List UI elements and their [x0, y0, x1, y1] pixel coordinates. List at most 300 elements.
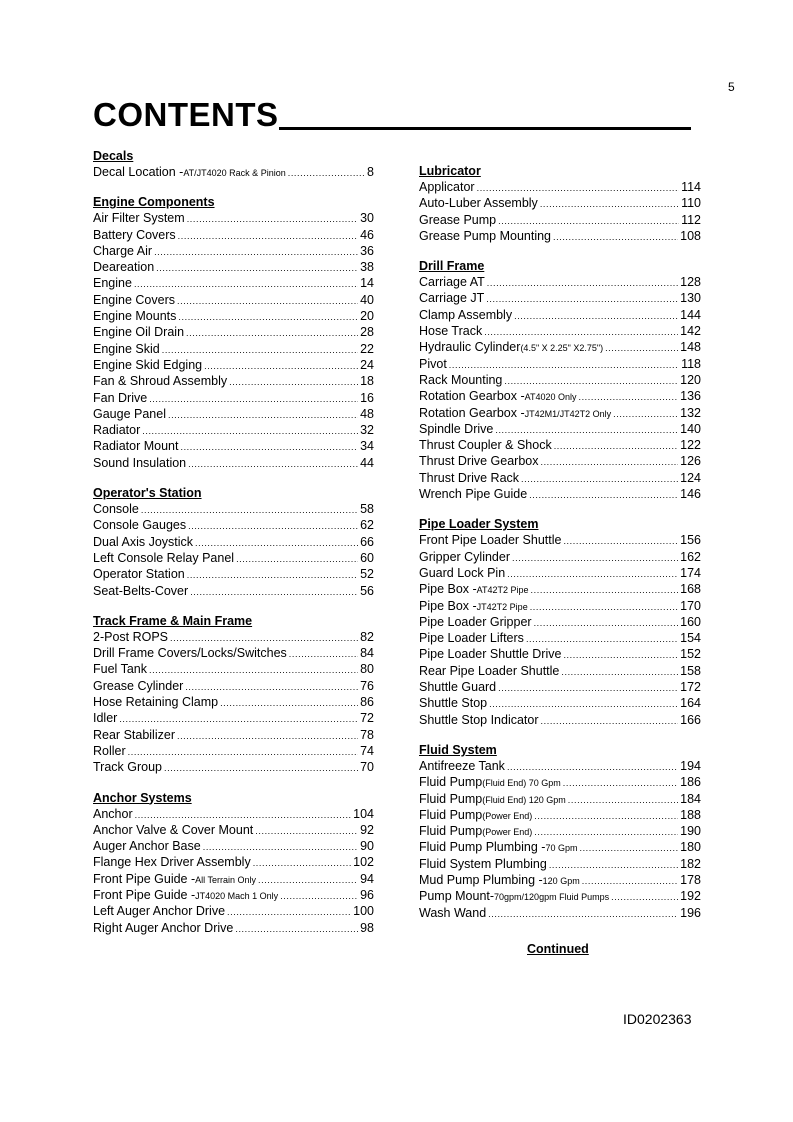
- entry-label: Mud Pump Plumbing -: [419, 872, 543, 887]
- entry-qualifier: All Terrain Only: [195, 874, 256, 885]
- entry-label: Pivot: [419, 356, 447, 371]
- toc-entry[interactable]: [419, 228, 701, 244]
- dot-leader: [185, 679, 358, 695]
- dot-leader: [549, 857, 678, 873]
- dot-leader: [534, 824, 678, 840]
- toc-entry[interactable]: [93, 227, 374, 243]
- entry-label: Auger Anchor Base: [93, 839, 201, 854]
- dot-leader: [177, 293, 358, 309]
- entry-label: Grease Cylinder: [93, 678, 184, 693]
- dot-leader: [534, 808, 678, 824]
- entry-label: Pipe Box -: [419, 598, 477, 613]
- dot-leader: [227, 904, 351, 920]
- entry-label: Idler: [93, 711, 118, 726]
- toc-section-fluid-system: [419, 743, 701, 921]
- toc-entry[interactable]: [93, 406, 374, 422]
- entry-page-number: 136: [680, 389, 701, 404]
- entry-page-number: 86: [360, 695, 374, 710]
- toc-entry[interactable]: [419, 565, 701, 581]
- dot-leader: [507, 566, 678, 582]
- toc-left-column: [93, 149, 374, 951]
- entry-page-number: 156: [680, 533, 701, 548]
- title-block: [93, 96, 693, 136]
- entry-label: Sound Insulation: [93, 455, 187, 470]
- entry-qualifier: 120 Gpm: [542, 875, 580, 886]
- entry-page-number: 82: [360, 629, 374, 644]
- entry-page-number: 98: [360, 920, 374, 935]
- dot-leader: [507, 759, 678, 775]
- entry-label: Left Console Relay Panel: [93, 550, 235, 565]
- toc-section-operator-s-station: [93, 486, 374, 599]
- entry-label: Gripper Cylinder: [419, 549, 511, 564]
- entry-page-number: 32: [360, 423, 374, 438]
- entry-page-number: 178: [680, 872, 701, 887]
- toc-entry[interactable]: [419, 807, 701, 823]
- document-id: ID0202363: [623, 1011, 692, 1027]
- toc-entry[interactable]: [419, 405, 701, 421]
- toc-entry[interactable]: [93, 629, 374, 645]
- toc-entry[interactable]: [93, 341, 374, 357]
- entry-page-number: 122: [680, 438, 701, 453]
- entry-label: Pipe Loader Shuttle Drive: [419, 647, 562, 662]
- dot-leader: [534, 615, 679, 631]
- dot-leader: [255, 823, 358, 839]
- entry-label: Thrust Coupler & Shock: [419, 438, 552, 453]
- toc-entry[interactable]: [419, 323, 701, 339]
- toc-entry[interactable]: [419, 679, 701, 695]
- entry-page-number: 60: [360, 550, 374, 565]
- toc-right-column: [419, 164, 701, 936]
- dot-leader: [605, 340, 678, 356]
- toc-entry[interactable]: [93, 694, 374, 710]
- dot-leader: [613, 406, 678, 422]
- toc-entry[interactable]: [419, 758, 701, 774]
- entry-page-number: 102: [353, 855, 374, 870]
- entry-page-number: 58: [360, 502, 374, 517]
- entry-page-number: 78: [360, 727, 374, 742]
- entry-page-number: 36: [360, 243, 374, 258]
- entry-label: Right Auger Anchor Drive: [93, 920, 234, 935]
- entry-label: Hose Track: [419, 324, 483, 339]
- toc-entry[interactable]: [419, 372, 701, 388]
- dot-leader: [521, 471, 678, 487]
- page-number: 5: [728, 80, 735, 94]
- dot-leader: [128, 744, 358, 760]
- dot-leader: [540, 454, 678, 470]
- entry-page-number: 72: [360, 711, 374, 726]
- entry-page-number: 132: [680, 405, 701, 420]
- toc-entry[interactable]: [419, 388, 701, 404]
- toc-entry[interactable]: [419, 663, 701, 679]
- entry-qualifier: (Fluid End) 70 Gpm: [482, 778, 561, 789]
- entry-page-number: 44: [360, 455, 374, 470]
- toc-entry[interactable]: [93, 566, 374, 582]
- entry-page-number: 192: [680, 889, 701, 904]
- dot-leader: [134, 276, 358, 292]
- entry-label: Thrust Drive Rack: [419, 470, 520, 485]
- toc-entry[interactable]: [419, 532, 701, 548]
- entry-label: Anchor: [93, 806, 133, 821]
- entry-label: Fan & Shroud Assembly: [93, 374, 228, 389]
- dot-leader: [236, 551, 358, 567]
- dot-leader: [529, 487, 678, 503]
- entry-label: Fluid Pump: [419, 807, 483, 822]
- entry-qualifier: JT4020 Mach 1 Only: [195, 890, 279, 901]
- entry-label: Pipe Loader Lifters: [419, 631, 524, 646]
- toc-entry[interactable]: [419, 486, 701, 502]
- entry-page-number: 96: [360, 887, 374, 902]
- dot-leader: [541, 713, 679, 729]
- toc-entry[interactable]: [93, 438, 374, 454]
- entry-qualifier: AT4020 Only: [524, 392, 577, 403]
- entry-page-number: 62: [360, 518, 374, 533]
- dot-leader: [142, 423, 358, 439]
- toc-section-engine-components: [93, 195, 374, 471]
- dot-leader: [554, 438, 678, 454]
- toc-entry[interactable]: [419, 712, 701, 728]
- entry-label: Shuttle Stop Indicator: [419, 712, 539, 727]
- entry-qualifier: 70 Gpm: [545, 843, 578, 854]
- entry-page-number: 164: [680, 696, 701, 711]
- toc-entry[interactable]: [93, 517, 374, 533]
- dot-leader: [149, 391, 358, 407]
- entry-page-number: 24: [360, 357, 374, 372]
- dot-leader: [180, 439, 358, 455]
- entry-label: Gauge Panel: [93, 406, 166, 421]
- entry-page-number: 168: [680, 582, 701, 597]
- entry-label: Rear Pipe Loader Shuttle: [419, 663, 560, 678]
- toc-entry[interactable]: [419, 290, 701, 306]
- toc-entry[interactable]: [93, 308, 374, 324]
- entry-page-number: 120: [680, 372, 701, 387]
- dot-leader: [135, 807, 352, 823]
- toc-entry[interactable]: [93, 357, 374, 373]
- toc-entry[interactable]: [93, 292, 374, 308]
- entry-label: Front Pipe Loader Shuttle: [419, 533, 562, 548]
- toc-entry[interactable]: [93, 210, 374, 226]
- toc-entry[interactable]: [419, 872, 701, 888]
- toc-entry[interactable]: [93, 678, 374, 694]
- entry-page-number: 128: [680, 275, 701, 290]
- toc-entry[interactable]: [93, 275, 374, 291]
- toc-section-anchor-systems: [93, 791, 374, 936]
- entry-page-number: 124: [680, 470, 701, 485]
- entry-qualifier: AT/JT4020 Rack & Pinion: [183, 168, 286, 178]
- entry-label: Rotation Gearbox -: [419, 389, 525, 404]
- toc-entry[interactable]: [419, 630, 701, 646]
- entry-page-number: 76: [360, 678, 374, 693]
- entry-page-number: 152: [680, 647, 701, 662]
- entry-label: Engine Oil Drain: [93, 325, 185, 340]
- entry-label: Fluid Pump: [419, 775, 483, 790]
- dot-leader: [578, 389, 678, 405]
- entry-page-number: 160: [680, 614, 701, 629]
- toc-entry[interactable]: [419, 356, 701, 372]
- dot-leader: [512, 550, 678, 566]
- entry-page-number: 114: [681, 180, 701, 194]
- entry-page-number: 110: [681, 196, 701, 211]
- toc-entry[interactable]: [419, 307, 701, 323]
- entry-qualifier: (Power End): [482, 827, 533, 838]
- entry-page-number: 130: [680, 291, 701, 306]
- entry-label: Dual Axis Joystick: [93, 534, 194, 549]
- section-heading: Pipe Loader System: [419, 517, 539, 532]
- dot-leader: [530, 599, 678, 615]
- dot-leader: [495, 422, 678, 438]
- toc-entry[interactable]: [419, 614, 701, 630]
- toc-entry[interactable]: [93, 243, 374, 259]
- section-heading: Drill Frame: [419, 259, 485, 274]
- toc-entry[interactable]: [93, 854, 374, 870]
- entry-page-number: 100: [353, 904, 374, 919]
- dot-leader: [119, 711, 358, 727]
- toc-entry[interactable]: [419, 839, 701, 855]
- toc-entry[interactable]: [93, 822, 374, 838]
- toc-entry[interactable]: [93, 727, 374, 743]
- dot-leader: [489, 696, 678, 712]
- entry-page-number: 46: [360, 227, 374, 242]
- entry-page-number: 170: [680, 598, 701, 613]
- entry-label: Fluid System Plumbing: [419, 856, 547, 871]
- toc-entry[interactable]: [93, 501, 374, 517]
- toc-section-track-frame-and-main-frame: [93, 614, 374, 776]
- section-heading: Anchor Systems: [93, 790, 192, 805]
- entry-qualifier: (4.5" X 2.25" X2.75"): [520, 343, 604, 354]
- dot-leader: [280, 888, 358, 904]
- entry-label: Front Pipe Guide -: [93, 887, 196, 902]
- dot-leader: [477, 180, 679, 196]
- dot-leader: [186, 325, 358, 341]
- dot-leader: [178, 228, 358, 244]
- entry-label: Rear Stabilizer: [93, 727, 175, 742]
- toc-entry[interactable]: [93, 903, 374, 919]
- toc-entry[interactable]: [93, 887, 374, 903]
- toc-entry[interactable]: [93, 743, 374, 759]
- entry-page-number: 118: [681, 356, 701, 371]
- entry-page-number: 126: [680, 454, 701, 469]
- toc-entry[interactable]: [93, 455, 374, 471]
- entry-label: Console: [93, 502, 139, 517]
- dot-leader: [154, 244, 358, 260]
- entry-page-number: 184: [680, 791, 701, 806]
- entry-label: Left Auger Anchor Drive: [93, 904, 226, 919]
- dot-leader: [195, 535, 358, 551]
- entry-page-number: 158: [680, 663, 701, 678]
- entry-page-number: 70: [360, 760, 374, 775]
- dot-leader: [170, 630, 358, 646]
- dot-leader: [178, 309, 358, 325]
- page-title: CONTENTS: [93, 96, 279, 133]
- dot-leader: [526, 631, 678, 647]
- toc-entry[interactable]: [93, 259, 374, 275]
- dot-leader: [531, 582, 679, 598]
- entry-page-number: 48: [360, 406, 374, 421]
- dot-leader: [188, 456, 358, 472]
- section-heading: Decals: [93, 149, 134, 163]
- dot-leader: [579, 840, 678, 856]
- toc-entry[interactable]: [419, 823, 701, 839]
- entry-page-number: 22: [360, 341, 374, 356]
- toc-entry[interactable]: [93, 422, 374, 438]
- entry-label: Charge Air: [93, 243, 153, 258]
- entry-page-number: 142: [680, 324, 701, 339]
- entry-page-number: 28: [360, 325, 374, 340]
- entry-label: Pipe Loader Gripper: [419, 614, 532, 629]
- entry-label: Shuttle Guard: [419, 680, 497, 695]
- dot-leader: [164, 760, 358, 776]
- entry-label: Wash Wand: [419, 905, 487, 920]
- dot-leader: [188, 518, 358, 534]
- dot-leader: [187, 567, 358, 583]
- dot-leader: [563, 775, 678, 791]
- toc-entry[interactable]: [93, 373, 374, 389]
- entry-label: Operator Station: [93, 567, 185, 582]
- dot-leader: [289, 646, 358, 662]
- toc-entry[interactable]: [93, 838, 374, 854]
- dot-leader: [568, 792, 678, 808]
- toc-entry[interactable]: [93, 550, 374, 566]
- entry-label: Anchor Valve & Cover Mount: [93, 822, 254, 837]
- entry-page-number: 190: [680, 824, 701, 839]
- dot-leader: [514, 308, 678, 324]
- toc-entry[interactable]: [419, 888, 701, 904]
- dot-leader: [449, 357, 679, 373]
- dot-leader: [488, 906, 678, 922]
- toc-entry[interactable]: [419, 581, 701, 597]
- toc-entry[interactable]: [419, 905, 701, 921]
- entry-page-number: 18: [360, 374, 374, 389]
- section-heading: Track Frame & Main Frame: [93, 613, 253, 628]
- toc-entry[interactable]: [93, 871, 374, 887]
- entry-label: Air Filter System: [93, 211, 185, 226]
- toc-entry[interactable]: [419, 179, 701, 195]
- dot-leader: [190, 584, 358, 600]
- entry-page-number: 112: [681, 212, 701, 227]
- entry-page-number: 166: [680, 712, 701, 727]
- toc-entry[interactable]: [419, 453, 701, 469]
- toc-entry[interactable]: [419, 598, 701, 614]
- toc-entry[interactable]: [419, 774, 701, 790]
- toc-entry[interactable]: [419, 856, 701, 872]
- toc-entry[interactable]: [419, 195, 701, 211]
- entry-page-number: 14: [360, 276, 374, 291]
- entry-page-number: 84: [360, 646, 374, 661]
- dot-leader: [235, 921, 358, 937]
- entry-label: Pipe Box -: [419, 582, 477, 597]
- dot-leader: [253, 855, 351, 871]
- toc-section-pipe-loader-system: [419, 517, 701, 728]
- toc-entry[interactable]: [419, 695, 701, 711]
- dot-leader: [156, 260, 358, 276]
- toc-entry[interactable]: [93, 710, 374, 726]
- entry-page-number: 30: [360, 211, 374, 226]
- entry-label: Fluid Pump Plumbing -: [419, 840, 546, 855]
- entry-label: Carriage AT: [419, 275, 485, 290]
- entry-page-number: 38: [360, 260, 374, 275]
- dot-leader: [229, 374, 358, 390]
- entry-page-number: 108: [680, 228, 701, 243]
- entry-label: Radiator Mount: [93, 439, 179, 454]
- entry-label: 2-Post ROPS: [93, 629, 169, 644]
- entry-label: Spindle Drive: [419, 421, 494, 436]
- toc-entry[interactable]: [419, 470, 701, 486]
- dot-leader: [220, 695, 358, 711]
- entry-page-number: 40: [360, 292, 374, 307]
- toc-entry[interactable]: [419, 437, 701, 453]
- toc-entry[interactable]: [93, 645, 374, 661]
- toc-entry[interactable]: [419, 212, 701, 228]
- toc-section-lubricator: [419, 164, 701, 244]
- dot-leader: [258, 872, 358, 888]
- entry-label: Console Gauges: [93, 518, 187, 533]
- toc-entry[interactable]: [93, 534, 374, 550]
- entry-page-number: 16: [360, 390, 374, 405]
- entry-label: Grease Pump: [419, 212, 497, 227]
- entry-qualifier: (Power End): [482, 810, 533, 821]
- entry-page-number: 92: [360, 822, 374, 837]
- toc-entry[interactable]: [93, 164, 374, 180]
- dot-leader: [149, 662, 358, 678]
- entry-label: Carriage JT: [419, 291, 485, 306]
- entry-page-number: 162: [680, 549, 701, 564]
- entry-label: Decal Location -: [93, 165, 184, 179]
- dot-leader: [187, 211, 358, 227]
- toc-entry[interactable]: [93, 806, 374, 822]
- entry-page-number: 52: [360, 567, 374, 582]
- entry-label: Flange Hex Driver Assembly: [93, 855, 251, 870]
- dot-leader: [563, 647, 678, 663]
- toc-entry[interactable]: [93, 390, 374, 406]
- continued-label: Continued: [527, 942, 589, 956]
- section-heading: Lubricator: [419, 164, 481, 178]
- toc-entry[interactable]: [93, 661, 374, 677]
- entry-label: Hydraulic Cylinder: [419, 340, 521, 355]
- entry-page-number: 34: [360, 439, 374, 454]
- toc-entry[interactable]: [419, 549, 701, 565]
- entry-label: Shuttle Stop: [419, 696, 488, 711]
- entry-label: Engine: [93, 276, 132, 291]
- entry-page-number: 154: [680, 631, 701, 646]
- toc-entry[interactable]: [419, 421, 701, 437]
- toc-entry[interactable]: [419, 646, 701, 662]
- dot-leader: [582, 873, 678, 889]
- toc-entry[interactable]: [93, 759, 374, 775]
- dot-leader: [553, 229, 678, 245]
- entry-label: Engine Mounts: [93, 309, 177, 324]
- entry-page-number: 74: [360, 743, 374, 758]
- toc-entry[interactable]: [419, 339, 701, 355]
- dot-leader: [168, 407, 358, 423]
- toc-entry[interactable]: [419, 274, 701, 290]
- entry-label: Guard Lock Pin: [419, 565, 506, 580]
- entry-qualifier: 70gpm/120gpm Fluid Pumps: [494, 892, 610, 903]
- entry-page-number: 66: [360, 534, 374, 549]
- toc-entry[interactable]: [419, 791, 701, 807]
- entry-label: Fluid Pump: [419, 791, 483, 806]
- toc-entry[interactable]: [93, 324, 374, 340]
- toc-section-decals: [93, 149, 374, 180]
- entry-label: Track Group: [93, 760, 163, 775]
- title-underline-rule: [279, 127, 691, 130]
- toc-entry[interactable]: [93, 583, 374, 599]
- entry-label: Drill Frame Covers/Locks/Switches: [93, 646, 287, 661]
- toc-entry[interactable]: [93, 920, 374, 936]
- entry-label: Thrust Drive Gearbox: [419, 454, 539, 469]
- entry-page-number: 174: [680, 565, 701, 580]
- entry-label: Applicator: [419, 180, 475, 194]
- dot-leader: [141, 502, 358, 518]
- dot-leader: [288, 165, 365, 181]
